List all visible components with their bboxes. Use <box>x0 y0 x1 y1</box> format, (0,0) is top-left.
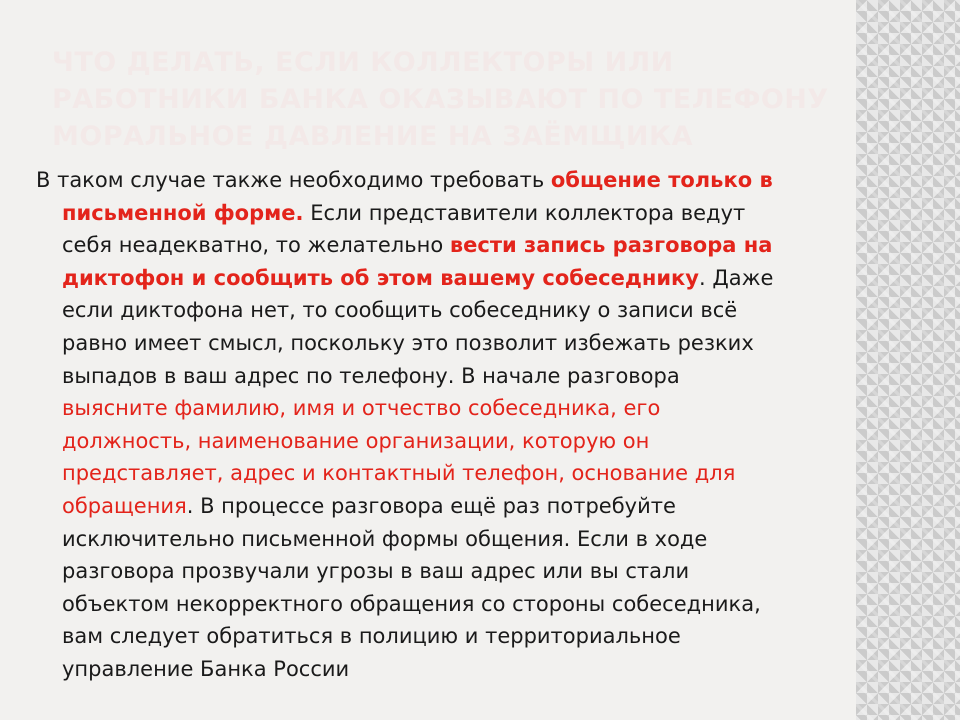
body-line: разговора прозвучали угрозы в ваш адрес или вы стали <box>62 559 690 584</box>
body-line: если диктофона нет, то сообщить собеседнику о записи всё <box>62 298 738 323</box>
highlight-line: выясните фамилию, имя и отчество собеседника, его <box>62 396 661 421</box>
highlight-text: письменной форме. <box>62 200 304 225</box>
body-line: управление Банка России <box>62 656 350 681</box>
body-text: В таком случае также необходимо требовать <box>36 168 551 192</box>
body-text: . Даже <box>698 265 774 290</box>
title-line: ЧТО ДЕЛАТЬ, ЕСЛИ КОЛЛЕКТОРЫ ИЛИ <box>52 47 674 78</box>
body-line: выпадов в ваш адрес по телефону. В начале разговора <box>62 363 680 388</box>
body-line: равно имеет смысл, поскольку это позволит избежать резких <box>62 330 754 355</box>
body-line <box>36 262 836 295</box>
body-text: Если представители коллектора ведут <box>303 200 746 225</box>
highlight-line: представляет, адрес и контактный телефон, основание для <box>62 461 736 486</box>
body-text: себя неадекватно, то желательно <box>62 233 450 258</box>
body-line <box>36 197 836 230</box>
body-line: объектом некорректного обращения со стороны собеседника, <box>62 591 761 616</box>
body-line <box>36 229 836 262</box>
body-line <box>36 164 836 197</box>
decorative-pattern-strip <box>856 0 960 720</box>
body-text: . В процессе разговора ещё раз потребуйте <box>186 493 676 518</box>
highlight-text: диктофон и сообщить об этом вашему собеседнику <box>62 265 699 290</box>
highlight-line: должность, наименование организации, которую он <box>62 428 650 453</box>
highlight-text: общение только в <box>550 168 773 192</box>
body-line <box>36 490 836 523</box>
slide-body-text <box>36 164 836 686</box>
highlight-text: вести запись разговора на <box>449 233 773 258</box>
highlight-text: обращения <box>62 493 187 518</box>
title-line: МОРАЛЬНОЕ ДАВЛЕНИЕ НА ЗАЁМЩИКА <box>52 121 693 152</box>
body-line: исключительно письменной формы общения. Если в ходе <box>62 526 708 551</box>
body-line: вам следует обратиться в полицию и территориальное <box>62 624 681 649</box>
title-line: РАБОТНИКИ БАНКА ОКАЗЫВАЮТ ПО ТЕЛЕФОНУ <box>52 84 829 115</box>
slide-title <box>52 44 842 155</box>
